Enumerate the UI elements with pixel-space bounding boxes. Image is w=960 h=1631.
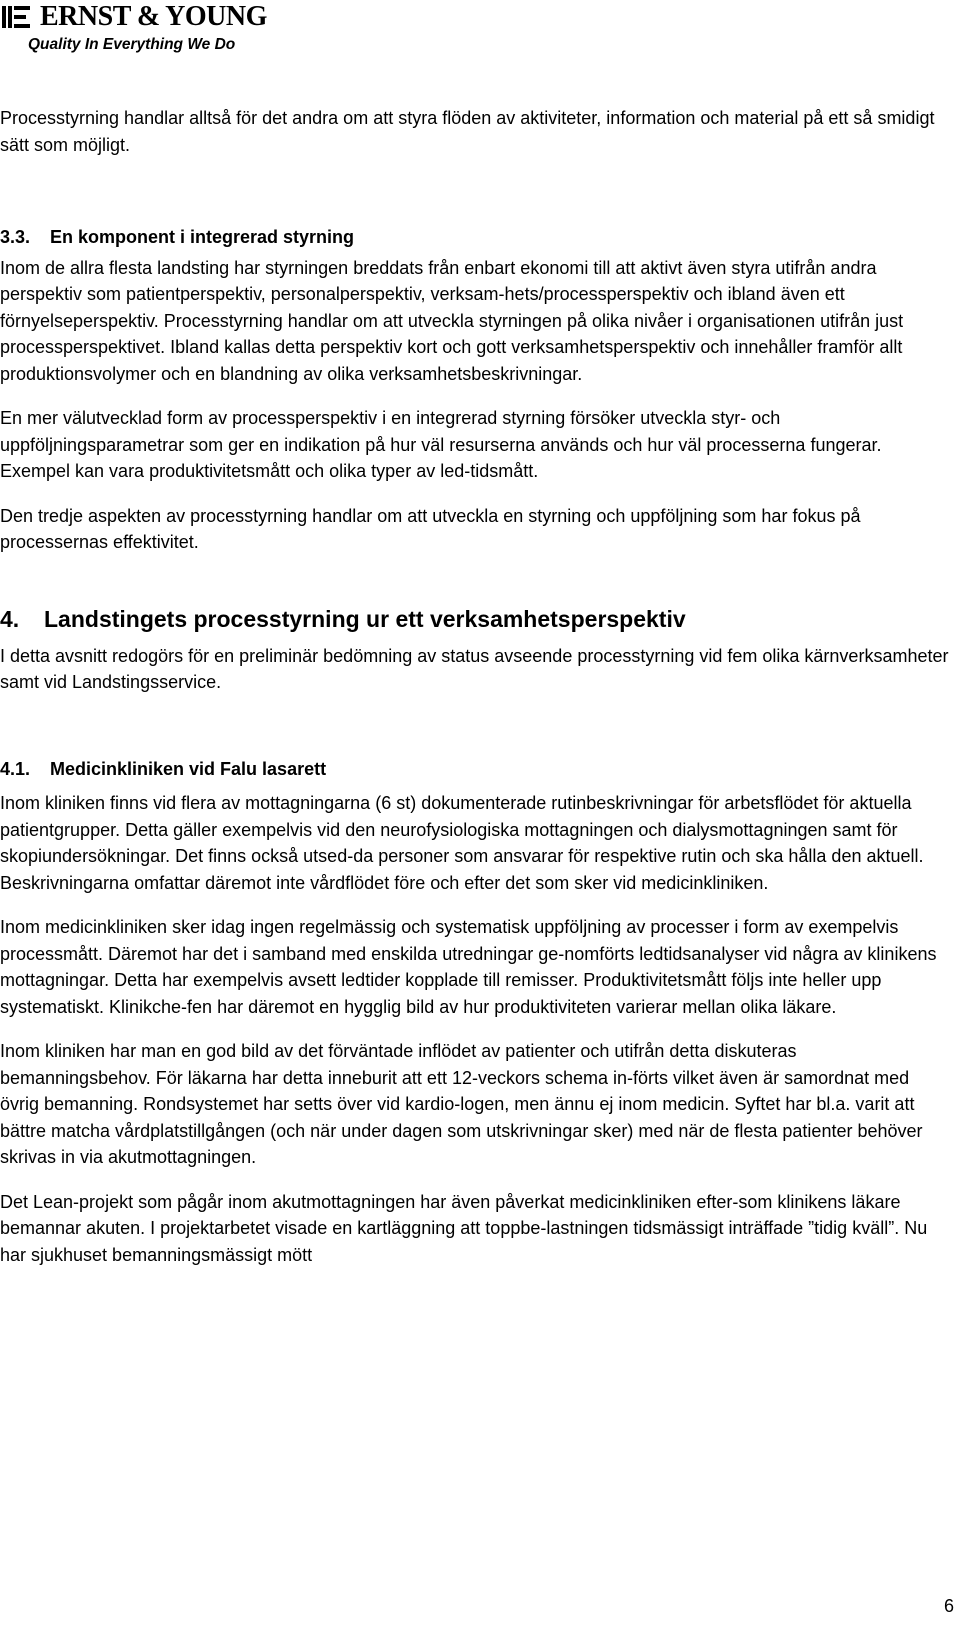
section-4-heading	[0, 604, 952, 634]
paragraph: Inom kliniken finns vid flera av mottagningarna (6 st) dokumenterade rutinbeskrivningar för arbetsflödet för aktuella patientgrupper. Detta gäller exempelvis vid den neurofysiologiska mottagningen och dialysmottagningen samt för skopiundersökningar. Det finns också utsed-da personer som ansvarar för respektive rutin och ska hålla den aktuell. Beskrivningarna omfattar däremot inte vårdflödet före och efter det som sker vid medicinkliniken.	[0, 793, 924, 893]
document-body	[0, 105, 952, 1286]
paragraph: Inom medicinkliniken sker idag ingen regelmässig och systematisk uppföljning av processer i form av exempelvis processmått. Däremot har det i samband med enskilda utredningar ge-nomförts ledtidsanalyser vid några av klinikens mottagningar. Detta har exempelvis avsett ledtider kopplade till remisser. Produktivitetsmått följs inte heller upp systematiskt. Klinikche-fen har däremot en hygglig bild av hur produktiviteten varierar mellan olika läkare.	[0, 917, 937, 1017]
page-number: 6	[943, 1596, 954, 1616]
section-number: 4.	[0, 605, 20, 632]
section-title: En komponent i integrerad styrning	[50, 227, 355, 247]
intro-paragraph: Processtyrning handlar alltså för det andra om att styra flöden av aktiviteter, information och material på ett så smidigt sätt som möjligt.	[0, 108, 935, 155]
section-number: 3.3.	[0, 227, 31, 247]
section-3-3-heading	[0, 224, 952, 251]
paragraph: Inom kliniken har man en god bild av det förväntade inflödet av patienter och utifrån detta diskuteras bemanningsbehov. För läkarna har detta inneburit att ett 12-veckors schema in-förts vilket även är samordnat med övrig bemanning. Rondsystemet har setts över vid kardio-logen, men ännu ej inom medicin. Syftet har bl.a. varit att bättre matcha vårdplatstillgången (och när under dagen som utskrivningar sker) med när de flesta patienter behöver skrivas in via akutmottagningen.	[0, 1041, 923, 1167]
section-4-1-heading	[0, 756, 952, 783]
company-logo	[0, 0, 267, 60]
paragraph: Den tredje aspekten av processtyrning handlar om att utveckla en styrning och uppföljning som har fokus på processernas effektivitet.	[0, 505, 861, 552]
paragraph: En mer välutvecklad form av processperspektiv i en integrerad styrning försöker utveckla styr- och uppföljningsparametrar som ger en indikation på hur väl resurserna används och hur väl processerna fungerar. Exempel kan vara produktivitetsmått och olika typer av led-tidsmått.	[0, 408, 882, 481]
section-number: 4.1.	[0, 758, 31, 779]
section-title: Landstingets processtyrning ur ett verksamhetsperspektiv	[44, 605, 686, 632]
section-title: Medicinkliniken vid Falu lasarett	[50, 758, 327, 779]
paragraph: I detta avsnitt redogörs för en preliminär bedömning av status avseende processtyrning vid fem olika kärnverksamheter samt vid Landstingsservice.	[0, 645, 949, 692]
company-tagline: Quality In Everything We Do	[28, 36, 236, 53]
paragraph: Det Lean-projekt som pågår inom akutmottagningen har även påverkat medicinkliniken efter-som klinikens läkare bemannar akuten. I projektarbetet visade en kartläggning att toppbe-lastningen tidsmässigt inträffade ”tidig kväll”. Nu har sjukhuset bemanningsmässigt mött	[0, 1191, 928, 1265]
paragraph: Inom de allra flesta landsting har styrningen breddats från enbart ekonomi till att aktivt även styra utifrån andra perspektiv som patientperspektiv, personalperspektiv, verksam-hets/processperspektiv och ibland även ett förnyelseperspektiv. Processtyrning handlar om att utveckla styrningen på olika nivåer i organisationen utifrån just processperspektivet. Ibland kallas detta perspektiv kort och gott verksamhetsperspektiv och innehåller framför allt produktionsvolymer och en blandning av olika verksamhetsbeskrivningar.	[0, 257, 904, 384]
company-name: ERNST & YOUNG	[40, 1, 267, 32]
ey-logo-mark-icon	[2, 4, 36, 30]
